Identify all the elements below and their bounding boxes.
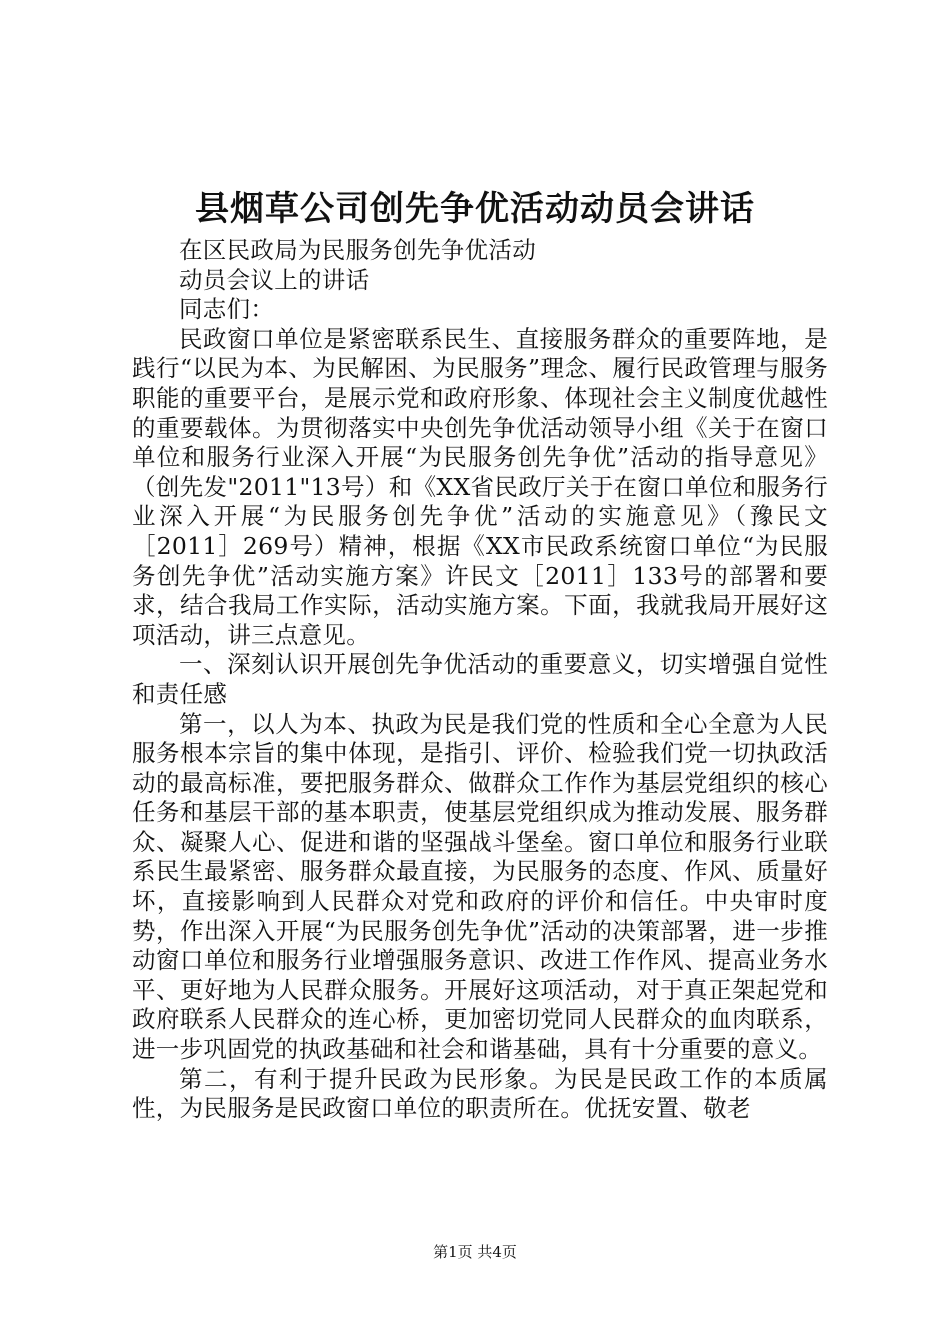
subtitle-line-1: 在区民政局为民服务创先争优活动 — [179, 236, 536, 264]
document-title: 县烟草公司创先争优活动动员会讲话 — [195, 189, 755, 229]
document-body — [132, 236, 828, 1124]
paragraph-first-point: 第一，以人为本、执政为民是我们党的性质和全心全意为人民服务根本宗旨的集中体现，是指引、评价、检验我们党一切执政活动的最高标准，要把服务群众、做群众工作作为基层党组织的核心任务和基层干部的基本职责，使基层党组织成为推动发展、服务群众、凝聚人心、促进和谐的坚强战斗堡垒。窗口单位和服务行业联系民生最紧密、服务群众最直接，为民服务的态度、作风、质量好坏，直接影响到人民群众对党和政府的评价和信任。中央审时度势，作出深入开展“为民服务创先争优”活动的决策部署，进一步推动窗口单位和服务行业增强服务意识、改进工作作风、提高业务水平、更好地为人民群众服务。开展好这项活动，对于真正架起党和政府联系人民群众的连心桥，更加密切党同人民群众的血肉联系，进一步巩固党的执政基础和社会和谐基础，具有十分重要的意义。 — [132, 709, 828, 1064]
salutation: 同志们： — [179, 295, 275, 324]
intro-paragraph: 民政窗口单位是紧密联系民生、直接服务群众的重要阵地，是践行“以民为本、为民解困、为民服务”理念、履行民政管理与服务职能的重要平台，是展示党和政府形象、体现社会主义制度优越性的重要载体。为贯彻落实中央创先争优活动领导小组《关于在窗口单位和服务行业深入开展“为民服务创先争优”活动的指导意见》（创先发"2011"13号）和《XX省民政厅关于在窗口单位和服务行业深入开展“为民服务创先争优”活动的实施意见》（豫民文［2011］269号）精神，根据《XX市民政系统窗口单位“为民服务创先争优”活动实施方案》许民文［2011］133号的部署和要求，结合我局工作实际，活动实施方案。下面，我就我局开展好这项活动，讲三点意见。 — [132, 324, 828, 649]
page-number-footer: 第1页 共4页 — [433, 1243, 517, 1261]
section-heading-1: 一、深刻认识开展创先争优活动的重要意义，切实增强自觉性和责任感 — [132, 650, 828, 708]
subtitle-line-2: 动员会议上的讲话 — [179, 265, 370, 294]
paragraph-second-point: 第二，有利于提升民政为民形象。为民是民政工作的本质属性，为民服务是民政窗口单位的职责所在。优抚安置、敬老 — [132, 1064, 828, 1123]
